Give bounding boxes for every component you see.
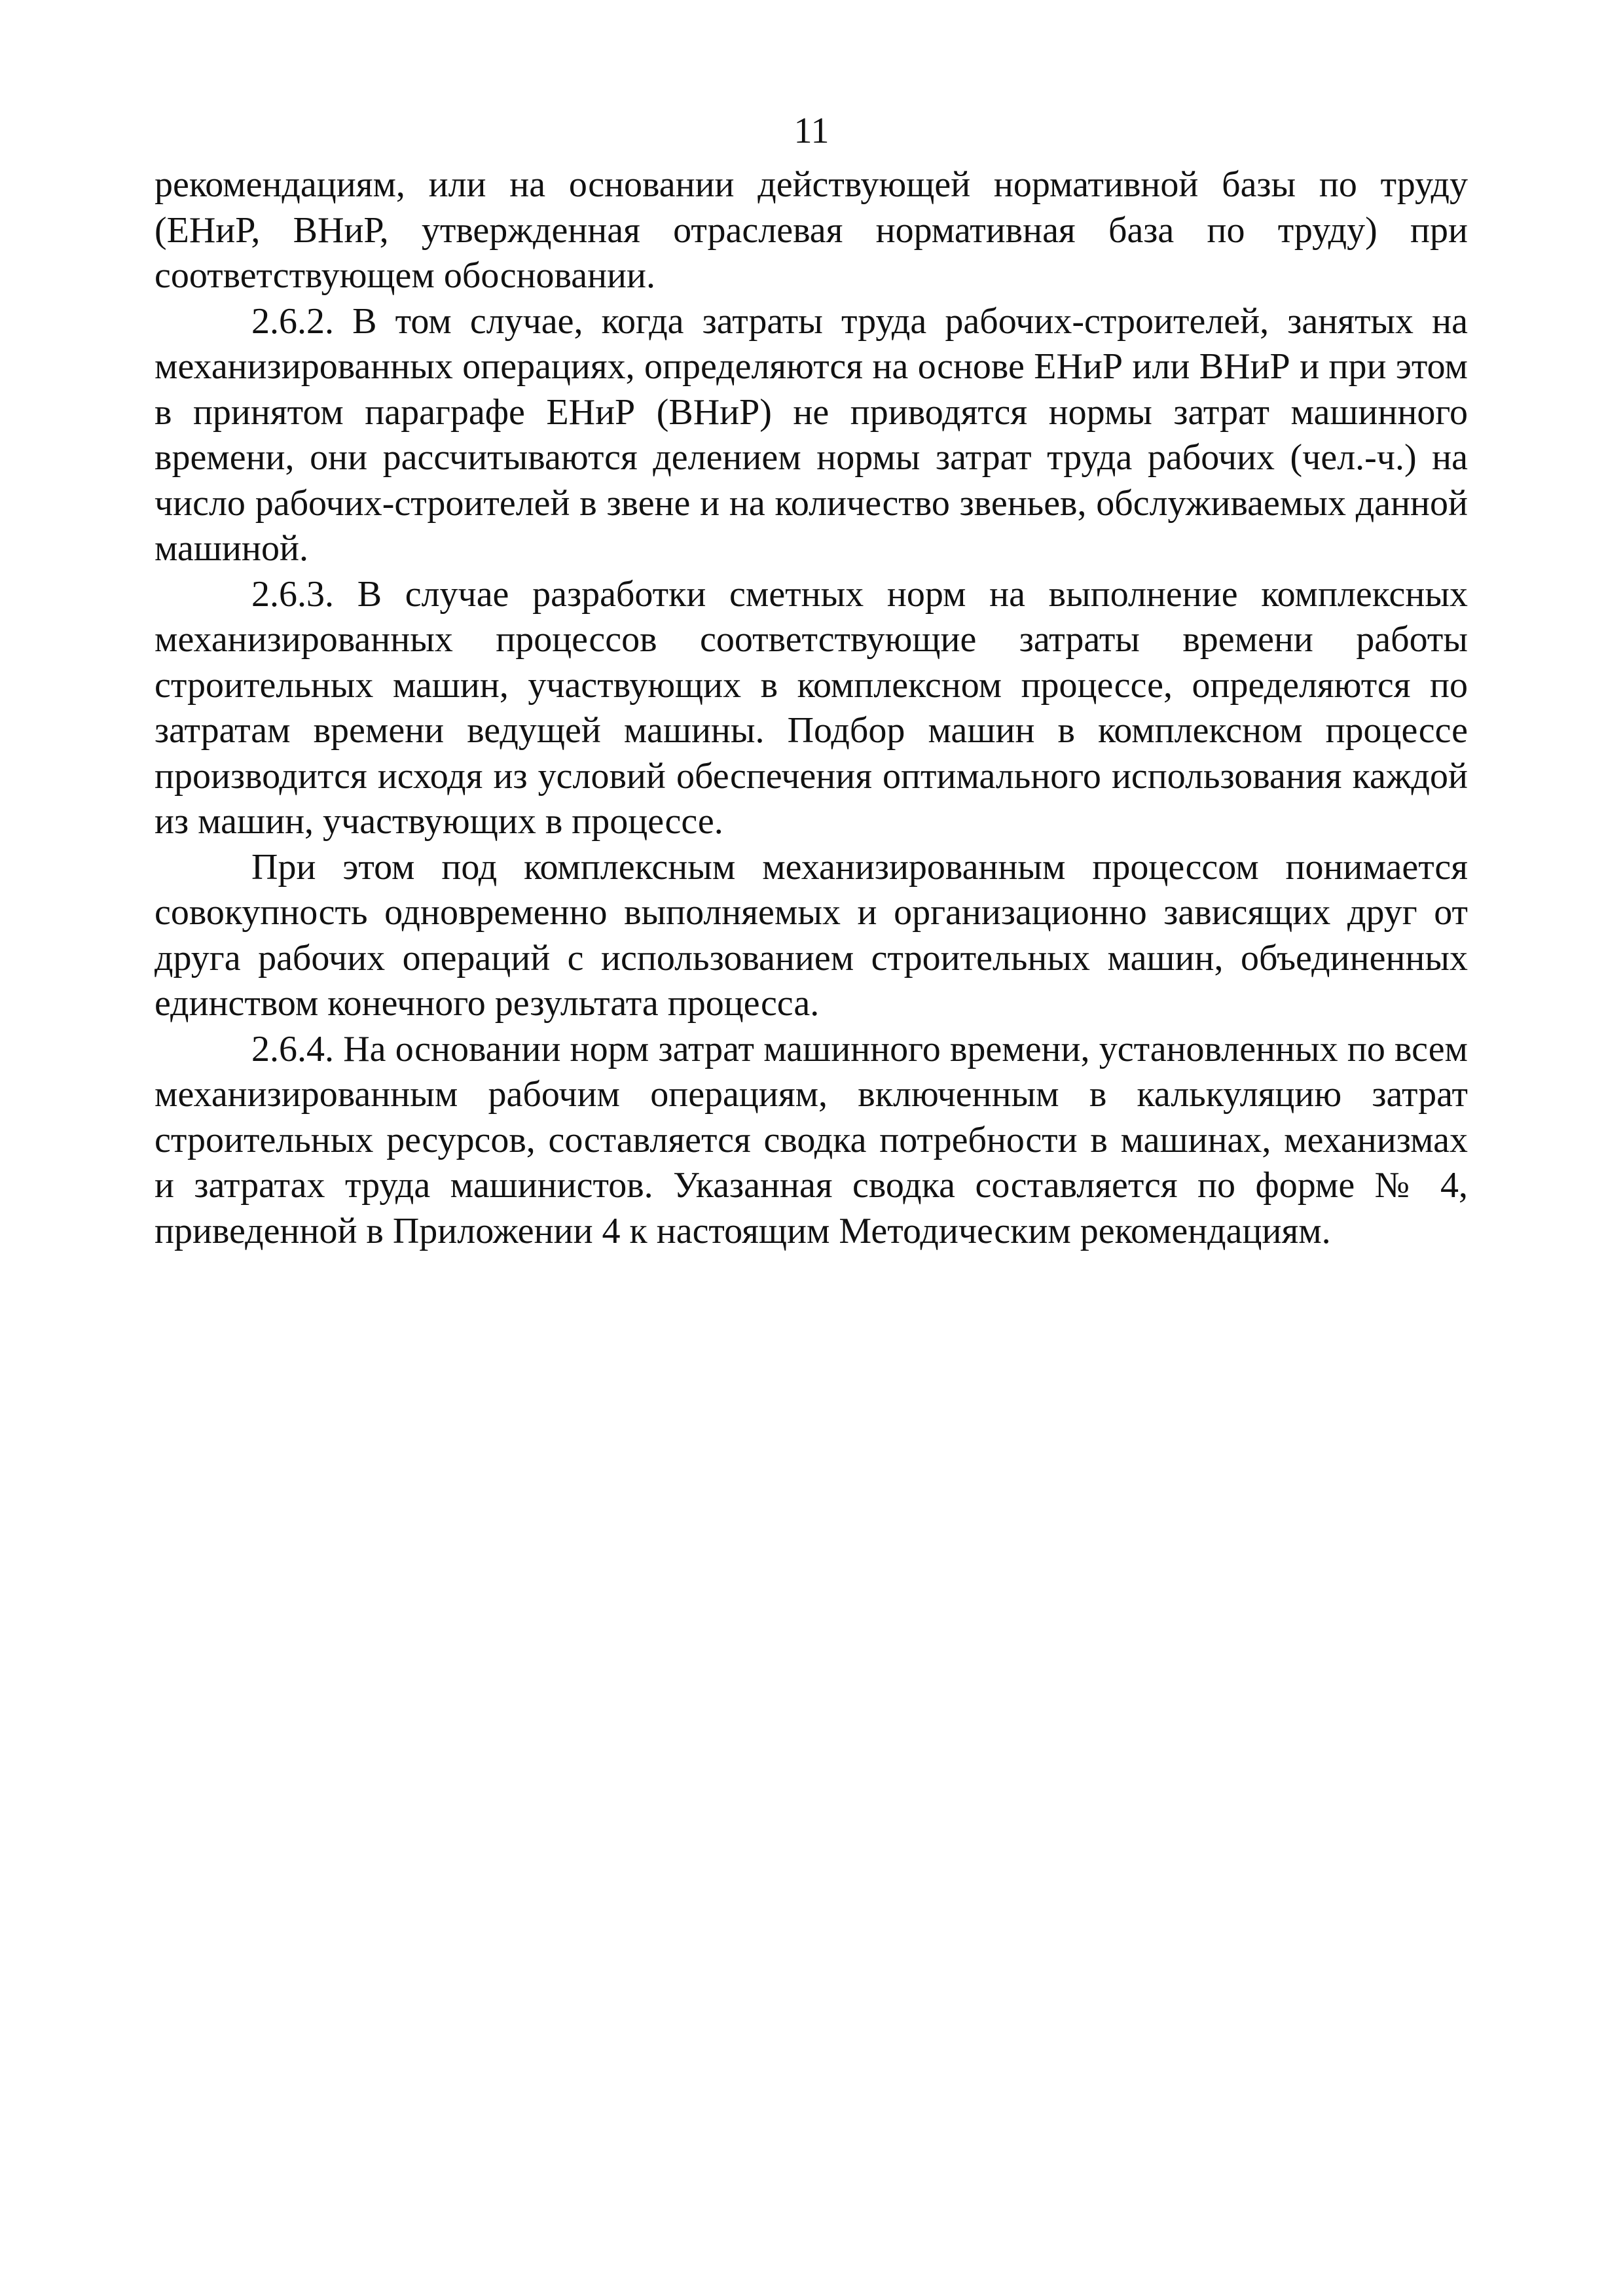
paragraph-2-6-3: 2.6.3. В случае разработки сметных норм на выполнение комплексных механизированных процессов соответствующие затраты времени работы строительных машин, участвующих в комплексном процессе, определяются по затратам времени ведущей машины. Подбор машин в комплексном процессе производится исходя из условий обеспечения оптимального использования каждой из машин, участвующих в процессе. bbox=[155, 573, 1468, 842]
paragraph-complex-process-definition: При этом под комплексным механизированным процессом понимается совокупность одновременно выполняемых и организационно зависящих друг от друга рабочих операций с использованием строительных машин, объединенных единством конечного результата процесса. bbox=[155, 846, 1468, 1024]
paragraph-2-6-4: 2.6.4. На основании норм затрат машинного времени, установленных по всем механизированным рабочим операциям, включенным в калькуляцию затрат строительных ресурсов, составляется сводка потребности в машинах, механизмах и затратах труда машинистов. Указанная сводка составляется по форме № 4, приведенной в Приложении 4 к настоящим Методическим рекомендациям. bbox=[155, 1028, 1468, 1251]
page-number: 11 bbox=[793, 111, 830, 151]
paragraph-continuation: рекомендациям, или на основании действующей нормативной базы по труду (ЕНиР, ВНиР, утвержденная отраслевая нормативная база по труду) при соответствующем обосновании. bbox=[155, 164, 1468, 296]
paragraph-2-6-2: 2.6.2. В том случае, когда затраты труда рабочих-строителей, занятых на механизированных операциях, определяются на основе ЕНиР или ВНиР и при этом в принятом параграфе ЕНиР (ВНиР) не приводятся нормы затрат машинного времени, они рассчитываются делением нормы затрат труда рабочих (чел.-ч.) на число рабочих-строителей в звене и на количество звеньев, обслуживаемых данной машиной. bbox=[155, 300, 1468, 569]
document-body bbox=[155, 162, 1468, 1254]
